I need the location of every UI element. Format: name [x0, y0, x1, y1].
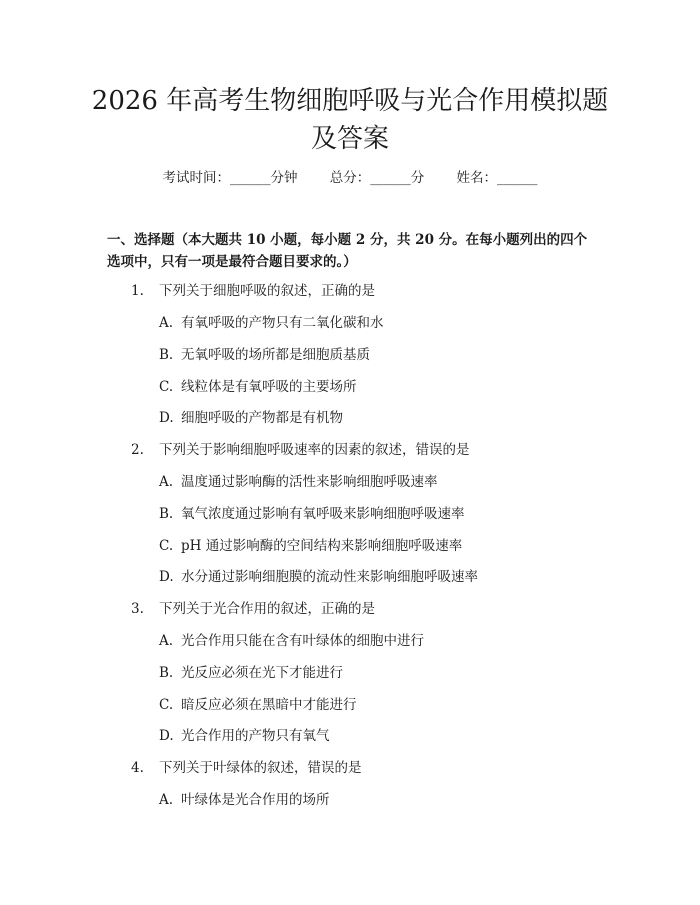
option-row	[159, 504, 465, 524]
question-text: 下列关于光合作用的叙述，正确的是	[159, 601, 375, 617]
exam-time-field: 考试时间：______分钟	[162, 170, 298, 186]
option-text: pH 通过影响酶的空间结构来影响细胞呼吸速率	[181, 538, 463, 554]
name-field: 姓名：______	[456, 170, 538, 186]
option-letter: B.	[159, 347, 174, 363]
question-number: 1.	[131, 283, 144, 299]
document-title: 2026 年高考生物细胞呼吸与光合作用模拟题及答案	[91, 86, 609, 154]
option-row	[159, 377, 357, 397]
question-stem	[131, 758, 362, 778]
option-letter: D.	[159, 410, 174, 426]
question-number: 4.	[131, 760, 144, 776]
option-row	[159, 663, 343, 683]
total-score-field: 总分：______分	[329, 170, 425, 186]
option-text: 叶绿体是光合作用的场所	[181, 792, 330, 808]
option-letter: A.	[159, 792, 174, 808]
exam-info-line	[0, 168, 700, 188]
option-row	[159, 313, 384, 333]
option-row	[159, 695, 357, 715]
question-stem	[131, 281, 375, 301]
option-text: 光反应必须在光下才能进行	[181, 665, 343, 681]
option-text: 温度通过影响酶的活性来影响细胞呼吸速率	[181, 474, 438, 490]
option-letter: C.	[159, 697, 174, 713]
option-text: 暗反应必须在黑暗中才能进行	[181, 697, 357, 713]
question-text: 下列关于影响细胞呼吸速率的因素的叙述，错误的是	[159, 442, 470, 458]
option-letter: A.	[159, 315, 174, 331]
option-text: 无氧呼吸的场所都是细胞质基质	[181, 347, 370, 363]
section-heading: 一、选择题（本大题共 10 小题，每小题 2 分，共 20 分。在每小题列出的四个选项中，只有一项是最符合题目要求的。）	[107, 232, 588, 270]
option-text: 光合作用只能在含有叶绿体的细胞中进行	[181, 633, 424, 649]
option-letter: B.	[159, 506, 174, 522]
option-row	[159, 345, 370, 365]
option-text: 光合作用的产物只有氧气	[181, 728, 330, 744]
question-text: 下列关于叶绿体的叙述，错误的是	[159, 760, 362, 776]
option-row	[159, 536, 462, 556]
option-text: 氧气浓度通过影响有氧呼吸来影响细胞呼吸速率	[181, 506, 465, 522]
option-letter: D.	[159, 569, 174, 585]
option-row	[159, 631, 424, 651]
option-letter: C.	[159, 379, 174, 395]
question-text: 下列关于细胞呼吸的叙述，正确的是	[159, 283, 375, 299]
option-text: 线粒体是有氧呼吸的主要场所	[181, 379, 357, 395]
question-number: 2.	[131, 442, 144, 458]
option-letter: D.	[159, 728, 174, 744]
option-letter: A.	[159, 474, 174, 490]
option-row	[159, 726, 330, 746]
question-number: 3.	[131, 601, 144, 617]
option-text: 水分通过影响细胞膜的流动性来影响细胞呼吸速率	[181, 569, 478, 585]
option-letter: B.	[159, 665, 174, 681]
option-letter: C.	[159, 538, 174, 554]
option-row	[159, 408, 343, 428]
option-text: 细胞呼吸的产物都是有机物	[181, 410, 343, 426]
option-row	[159, 472, 438, 492]
option-row	[159, 567, 478, 587]
option-text: 有氧呼吸的产物只有二氧化碳和水	[181, 315, 384, 331]
option-row	[159, 790, 330, 810]
option-letter: A.	[159, 633, 174, 649]
question-stem	[131, 440, 470, 460]
question-stem	[131, 599, 375, 619]
